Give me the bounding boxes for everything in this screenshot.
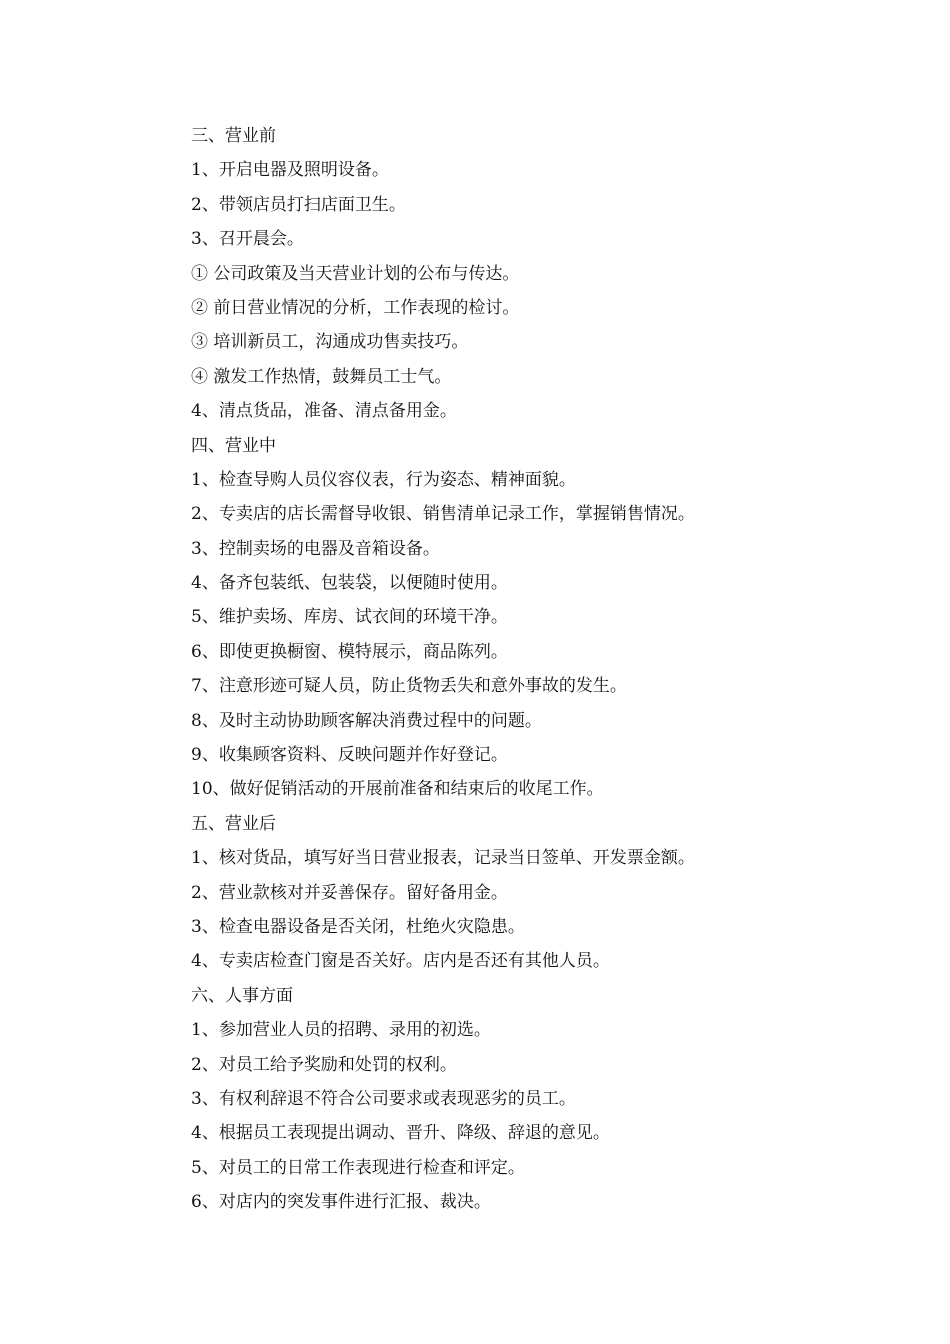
list-item: 4、备齐包装纸、包装袋，以便随时使用。 [191, 573, 508, 594]
list-item: 2、营业款核对并妥善保存。留好备用金。 [191, 882, 508, 903]
list-item: 1、参加营业人员的招聘、录用的初选。 [191, 1020, 491, 1041]
list-item: 6、即使更换橱窗、模特展示，商品陈列。 [191, 641, 508, 662]
list-item: 1、开启电器及照明设备。 [191, 160, 389, 181]
section-heading-after-business: 五、营业后 [191, 813, 276, 834]
list-item: 5、对员工的日常工作表现进行检查和评定。 [191, 1157, 525, 1178]
list-item: 4、清点货品，准备、清点备用金。 [191, 401, 457, 422]
list-item: 3、有权利辞退不符合公司要求或表现恶劣的员工。 [191, 1088, 576, 1109]
sub-list-item: ④ 激发工作热情，鼓舞员工士气。 [191, 366, 452, 387]
sub-list-item: ③ 培训新员工，沟通成功售卖技巧。 [191, 332, 469, 353]
list-item: 7、注意形迹可疑人员，防止货物丢失和意外事故的发生。 [191, 676, 627, 697]
list-item: 1、检查导购人员仪容仪表，行为姿态、精神面貌。 [191, 469, 576, 490]
list-item: 9、收集顾客资料、反映问题并作好登记。 [191, 745, 508, 766]
list-item: 2、专卖店的店长需督导收银、销售清单记录工作，掌握销售情况。 [191, 504, 695, 525]
sub-list-item: ① 公司政策及当天营业计划的公布与传达。 [191, 263, 520, 284]
list-item: 3、控制卖场的电器及音箱设备。 [191, 538, 440, 559]
list-item: 3、召开晨会。 [191, 229, 304, 250]
list-item: 3、检查电器设备是否关闭，杜绝火灾隐患。 [191, 916, 525, 937]
list-item: 4、专卖店检查门窗是否关好。店内是否还有其他人员。 [191, 951, 610, 972]
list-item: 6、对店内的突发事件进行汇报、裁决。 [191, 1192, 491, 1213]
sub-list-item: ② 前日营业情况的分析，工作表现的检讨。 [191, 297, 520, 318]
document-body [191, 119, 911, 1220]
list-item: 4、根据员工表现提出调动、晋升、降级、辞退的意见。 [191, 1123, 610, 1144]
list-item: 1、核对货品，填写好当日营业报表，记录当日签单、开发票金额。 [191, 848, 695, 869]
list-item: 10、做好促销活动的开展前准备和结束后的收尾工作。 [191, 779, 604, 800]
list-item: 8、及时主动协助顾客解决消费过程中的问题。 [191, 710, 542, 731]
list-item: 2、带领店员打扫店面卫生。 [191, 194, 406, 215]
section-heading-before-business: 三、营业前 [191, 126, 276, 146]
list-item: 5、维护卖场、库房、试衣间的环境干净。 [191, 607, 508, 628]
section-heading-personnel: 六、人事方面 [191, 985, 293, 1006]
list-item: 2、对员工给予奖励和处罚的权利。 [191, 1054, 457, 1075]
section-heading-during-business: 四、营业中 [191, 435, 276, 456]
